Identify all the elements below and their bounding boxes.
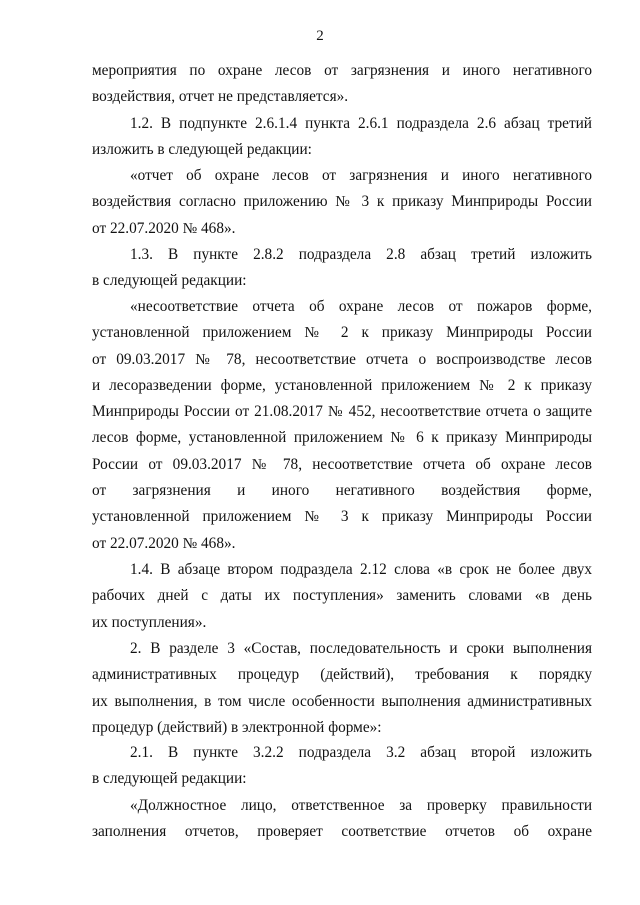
paragraph-p1 xyxy=(92,111,592,164)
text-line: от 22.07.2020 № 468». xyxy=(92,219,236,237)
text-line: изложить в следующей редакции: xyxy=(92,141,312,159)
paragraph-p2 xyxy=(92,163,592,242)
paragraph-p3 xyxy=(92,242,592,295)
text-line: в следующей редакции: xyxy=(92,272,247,290)
text-line: Минприроды России от 21.08.2017 № 452, несоответствие отчета о защите xyxy=(92,403,592,421)
text-line: заполнения отчетов, проверяет соответствие отчетов об охране xyxy=(92,823,592,841)
text-line: от 22.07.2020 № 468». xyxy=(92,534,236,552)
text-line: мероприятия по охране лесов от загрязнения и иного негативного xyxy=(92,62,592,79)
paragraph-p0 xyxy=(92,58,592,111)
text-line: и лесоразведении форме, установленной приложением № 2 к приказу xyxy=(92,376,592,394)
text-line: «несоответствие отчета об охране лесов от пожаров форме, xyxy=(130,298,592,315)
text-line: лесов форме, установленной приложением № 6 к приказу Минприроды xyxy=(92,429,592,447)
text-line: «отчет об охране лесов от загрязнения и иного негативного xyxy=(130,167,592,184)
text-line: в следующей редакции: xyxy=(92,770,247,788)
text-line: 1.2. В подпункте 2.6.1.4 пункта 2.6.1 подраздела 2.6 абзац третий xyxy=(130,115,592,132)
paragraph-p8 xyxy=(92,793,592,846)
text-line: установленной приложением № 3 к приказу Минприроды России xyxy=(92,508,592,526)
text-line: от загрязнения и иного негативного воздействия форме, xyxy=(92,482,592,500)
paragraph-p5 xyxy=(92,557,592,636)
text-line: 1.4. В абзаце втором подраздела 2.12 слова «в срок не более двух xyxy=(130,561,592,578)
text-line: установленной приложением № 2 к приказу Минприроды России xyxy=(92,324,592,342)
text-line: воздействия, отчет не представляется». xyxy=(92,88,349,106)
text-line: воздействия согласно приложению № 3 к приказу Минприроды России xyxy=(92,193,592,211)
text-line: их выполнения, в том числе особенности выполнения административных xyxy=(92,692,592,710)
page-number: 2 xyxy=(316,28,324,44)
text-line: 2.1. В пункте 3.2.2 подраздела 3.2 абзац второй изложить xyxy=(130,744,592,761)
text-line: «Должностное лицо, ответственное за проверку правильности xyxy=(130,797,592,814)
text-line: от 09.03.2017 № 78, несоответствие отчета о воспроизводстве лесов xyxy=(92,350,592,368)
text-line: рабочих дней с даты их поступления» заменить словами «в день xyxy=(92,587,592,605)
paragraph-p6 xyxy=(92,636,592,741)
text-line: процедур (действий) в электронной форме»: xyxy=(92,718,382,736)
text-line: их поступления». xyxy=(92,613,207,631)
paragraph-p4 xyxy=(92,294,592,557)
paragraph-p7 xyxy=(92,740,592,793)
text-line: 2. В разделе 3 «Состав, последовательность и сроки выполнения xyxy=(130,640,592,657)
text-line: административных процедур (действий), требования к порядку xyxy=(92,666,592,684)
text-line: 1.3. В пункте 2.8.2 подраздела 2.8 абзац третий изложить xyxy=(130,246,592,263)
text-line: России от 09.03.2017 № 78, несоответствие отчета об охране лесов xyxy=(92,455,592,473)
